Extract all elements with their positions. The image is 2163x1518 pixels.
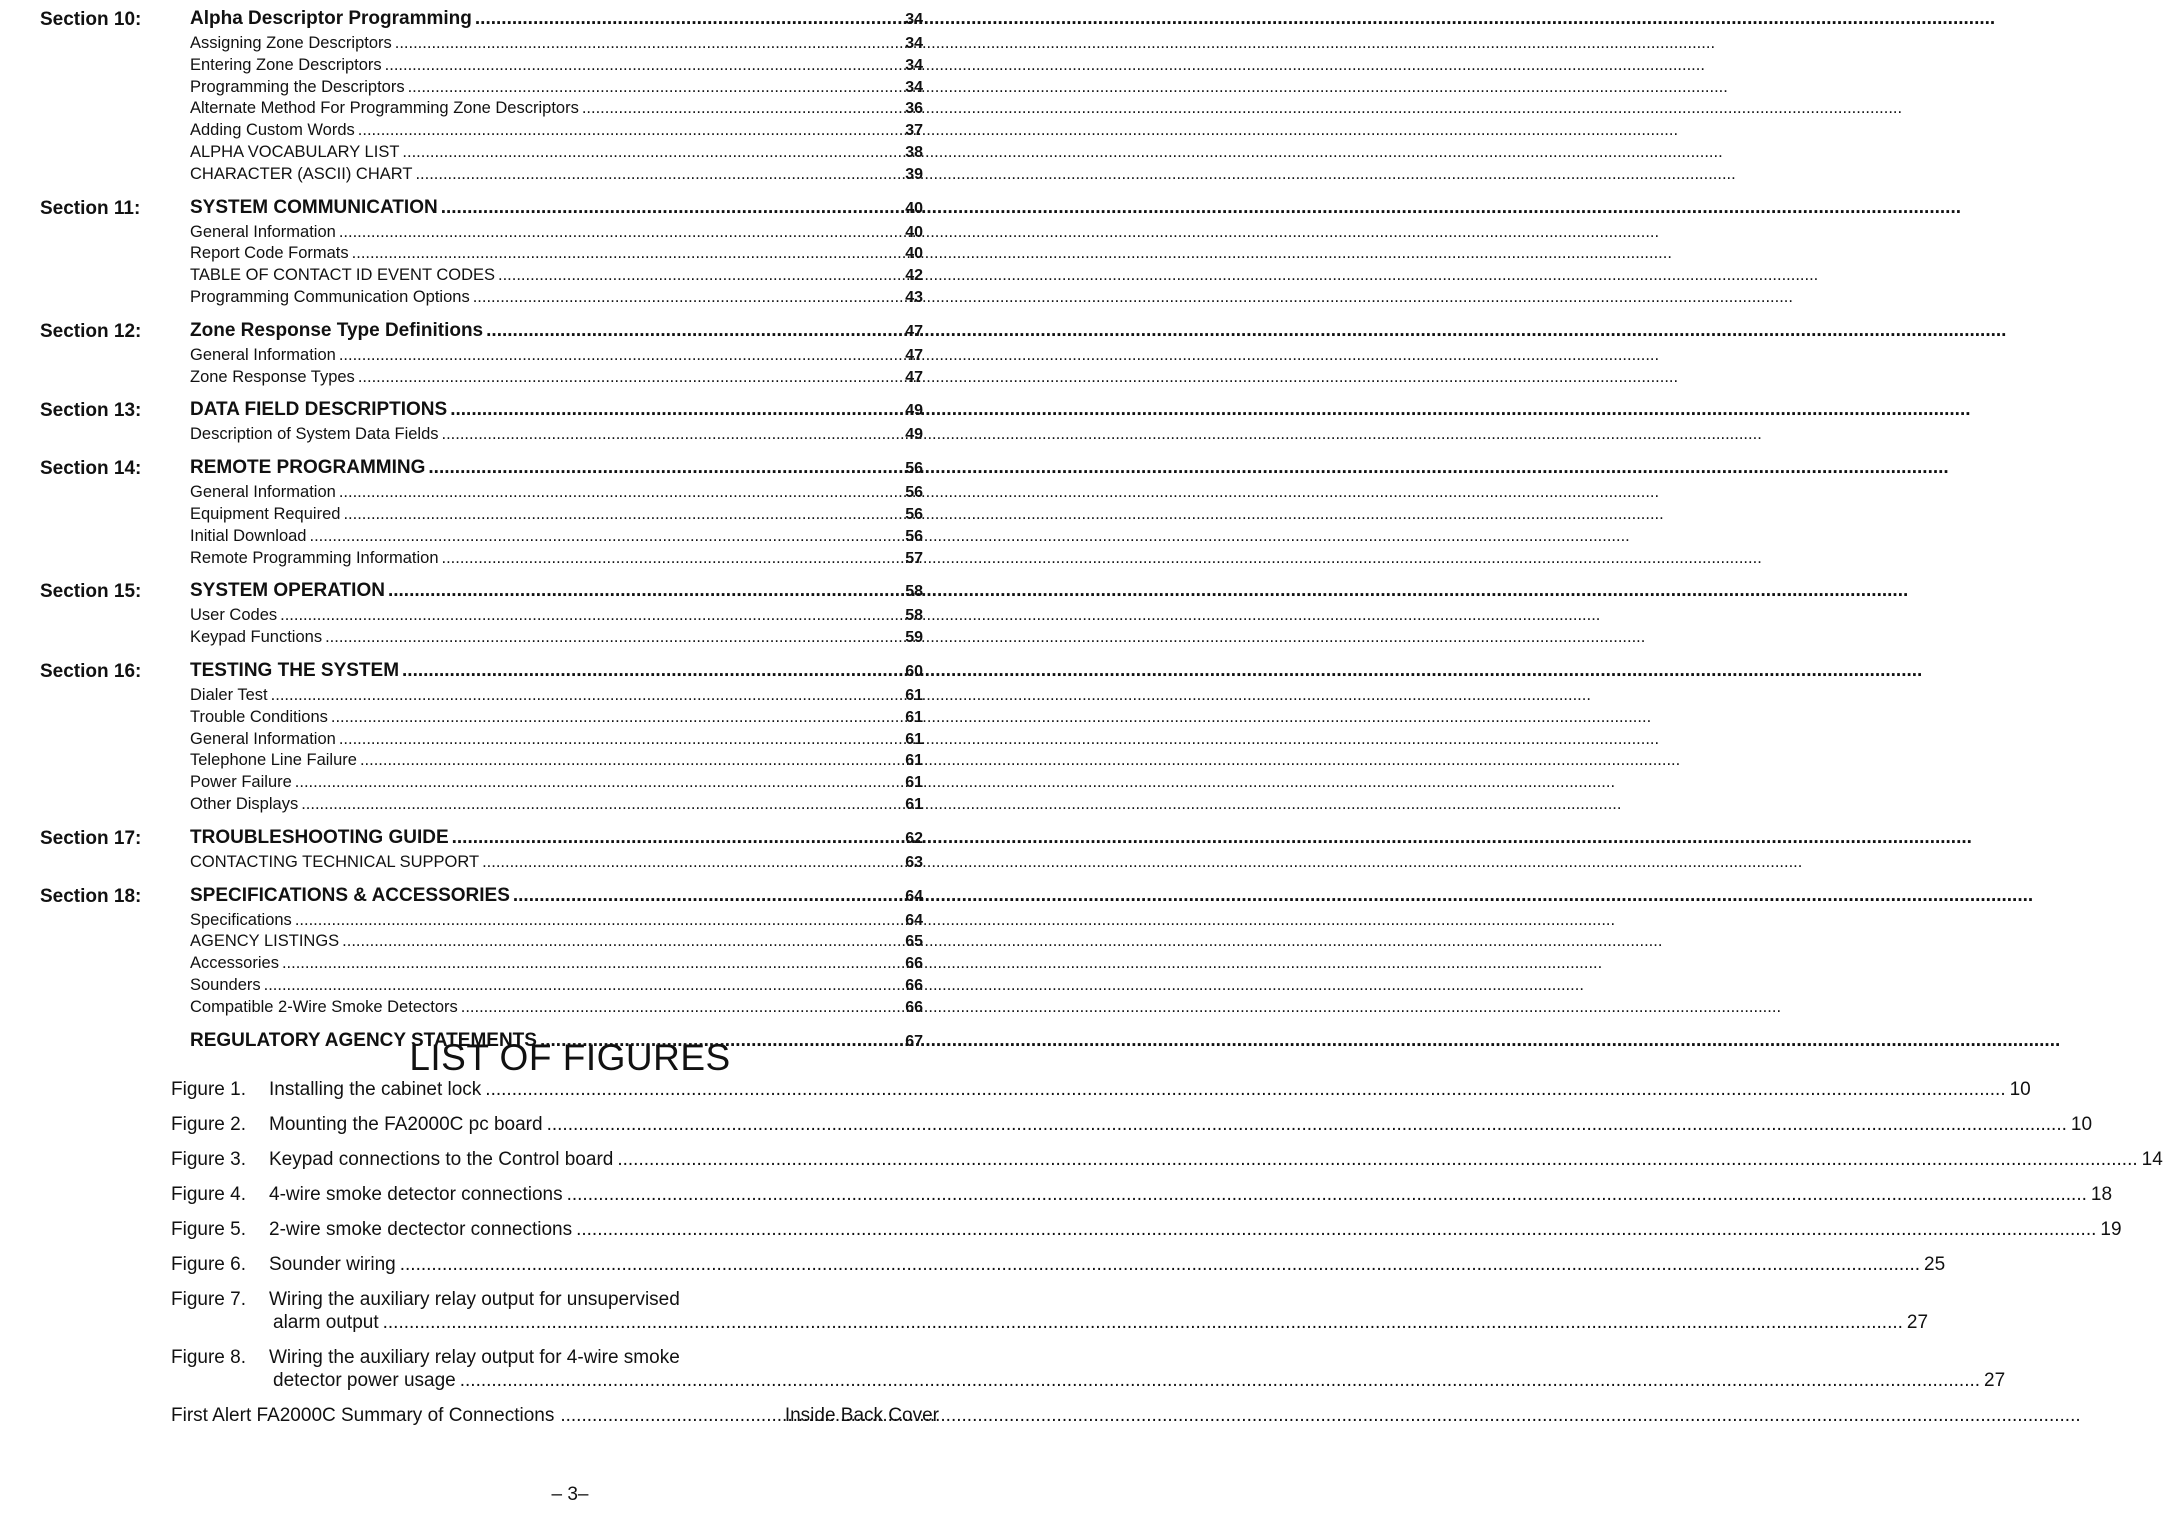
entry-title: Initial Download (190, 526, 307, 545)
section-label: Section 16: (40, 660, 142, 682)
page-number: 14 (2141, 1149, 2163, 1170)
dot-leader (461, 997, 902, 1018)
toc-entry[interactable] (190, 750, 923, 772)
summary-title: First Alert FA2000C Summary of Connections (171, 1405, 555, 1426)
section-label: Section 17: (40, 827, 142, 849)
entry-title: TABLE OF CONTACT ID EVENT CODES (190, 266, 495, 285)
entry-title: Accessories (190, 954, 279, 973)
page-number: 47 (905, 346, 923, 364)
dot-leader (428, 455, 902, 481)
toc-section (0, 6, 950, 186)
section-heading-row[interactable] (190, 455, 923, 482)
dot-leader (343, 504, 902, 525)
figure-title: Installing the cabinet lock (269, 1079, 482, 1100)
section-label: Section 15: (40, 581, 142, 603)
page-number: 39 (905, 165, 923, 183)
section-heading-row[interactable] (190, 578, 923, 605)
entry-title: Specifications (190, 910, 292, 929)
section-title: REGULATORY AGENCY STATEMENTS (190, 1029, 537, 1051)
toc-entry[interactable] (190, 33, 923, 55)
section-title: REMOTE PROGRAMMING (190, 457, 426, 479)
toc-entry[interactable] (190, 975, 923, 997)
figure-title: Keypad connections to the Control board (269, 1149, 614, 1170)
toc-section (0, 397, 950, 446)
page-number: 49 (905, 426, 923, 444)
toc-section (0, 825, 950, 874)
dot-leader (617, 1148, 2137, 1171)
toc-entry[interactable] (190, 77, 923, 99)
dot-leader (486, 318, 902, 344)
section-title: DATA FIELD DESCRIPTIONS (190, 399, 448, 421)
figure-title-line1: Wiring the auxiliary relay output for unsupervised (269, 1289, 680, 1310)
page-number: 42 (905, 267, 923, 285)
dot-leader (442, 548, 903, 569)
toc-entry[interactable] (190, 707, 923, 729)
toc-section (0, 578, 950, 649)
dot-leader (485, 1078, 2005, 1101)
dot-leader (309, 526, 902, 547)
page-number: 47 (905, 368, 923, 386)
toc-section (0, 883, 950, 1019)
page-number: 37 (905, 122, 923, 140)
toc-entry[interactable] (190, 98, 923, 120)
entry-title: General Information (190, 483, 336, 502)
dot-leader (441, 195, 903, 221)
toc-entry[interactable] (190, 120, 923, 142)
entry-title: ALPHA VOCABULARY LIST (190, 142, 400, 161)
toc-entry[interactable] (190, 627, 923, 649)
figure-number: Figure 1. (171, 1079, 246, 1100)
toc-entry[interactable] (190, 685, 923, 707)
dot-leader (582, 98, 902, 119)
figure-entry[interactable] (171, 1113, 2093, 1136)
dot-leader (280, 605, 902, 626)
section-label: Section 11: (40, 197, 141, 219)
page-number: 19 (2100, 1219, 2122, 1240)
list-of-figures-title: LIST OF FIGURES (409, 1037, 731, 1078)
entry-title: Zone Response Types (190, 367, 355, 386)
dot-leader (360, 750, 902, 771)
dot-leader (402, 142, 902, 163)
section-label: Section 10: (40, 9, 142, 30)
section-heading-row[interactable] (190, 397, 923, 424)
figure-entry[interactable] (171, 1078, 2031, 1101)
dot-leader (295, 772, 902, 793)
page-number: 49 (905, 402, 923, 420)
page-number: 65 (905, 933, 923, 951)
entry-title: General Information (190, 729, 336, 748)
page-number: 34 (905, 11, 923, 28)
toc-entry[interactable] (190, 931, 923, 953)
page-number: 59 (905, 629, 923, 647)
page-number: 61 (905, 730, 923, 748)
section-label: Section 13: (40, 400, 142, 422)
dot-leader (388, 578, 902, 604)
entry-title: Adding Custom Words (190, 121, 355, 140)
figure-title: Sounder wiring (269, 1254, 396, 1275)
page-number: 40 (905, 245, 923, 263)
dot-leader (383, 1311, 1903, 1334)
dot-leader (460, 1369, 1980, 1392)
figure-number: Figure 4. (171, 1184, 246, 1205)
dot-leader (301, 794, 902, 815)
dot-leader (452, 825, 903, 851)
section-title: SPECIFICATIONS & ACCESSORIES (190, 884, 510, 906)
figure-number: Figure 7. (171, 1289, 246, 1310)
dot-leader (442, 424, 903, 445)
section-heading-row[interactable] (190, 195, 923, 222)
page-number: 66 (905, 998, 923, 1016)
page-number: 61 (905, 708, 923, 726)
dot-leader (325, 627, 902, 648)
figure-number: Figure 3. (171, 1149, 246, 1170)
figure-number: Figure 5. (171, 1219, 246, 1240)
toc-entry[interactable] (190, 729, 923, 751)
toc-entry[interactable] (190, 794, 923, 816)
toc-entry[interactable] (190, 526, 923, 548)
page-number: 18 (2090, 1184, 2113, 1205)
toc-entry[interactable] (190, 772, 923, 794)
dot-leader (560, 1404, 778, 1427)
figure-title: detector power usage (273, 1370, 456, 1391)
toc-section (0, 455, 950, 569)
page-number: 58 (905, 583, 923, 601)
page-number: 36 (905, 100, 923, 118)
entry-title: Alternate Method For Programming Zone Descriptors (190, 99, 579, 118)
dot-leader (339, 222, 902, 243)
dot-leader (498, 265, 902, 286)
section-title: SYSTEM OPERATION (190, 580, 385, 602)
dot-leader (402, 658, 902, 684)
entry-title: Description of System Data Fields (190, 425, 439, 444)
section-heading-row[interactable] (190, 318, 923, 345)
page-number: 56 (905, 505, 923, 523)
dot-leader (415, 164, 902, 185)
page-number: 61 (905, 774, 923, 792)
section-label: Section 18: (40, 885, 142, 907)
page-number: 56 (905, 527, 923, 545)
entry-title: Programming the Descriptors (190, 77, 405, 96)
toc-entry[interactable] (190, 367, 923, 389)
page-number: 61 (905, 795, 923, 813)
toc-entry[interactable] (190, 345, 923, 367)
dot-leader (408, 77, 903, 98)
page-number: 43 (905, 288, 923, 306)
page-number: 64 (905, 911, 923, 929)
entry-title: Assigning Zone Descriptors (190, 34, 392, 52)
figure-entry[interactable] (171, 1253, 1946, 1276)
toc-entry[interactable] (190, 953, 923, 975)
entry-title: Power Failure (190, 773, 292, 792)
toc-entry[interactable] (190, 548, 923, 570)
entry-title: User Codes (190, 606, 278, 625)
summary-page: Inside Back Cover (784, 1405, 939, 1426)
dot-leader (295, 910, 902, 931)
page-number: 61 (905, 686, 923, 704)
section-heading-row[interactable] (190, 883, 923, 910)
page-number: 66 (905, 955, 923, 973)
dot-leader (352, 243, 903, 264)
page-number: 58 (905, 607, 923, 625)
entry-title: Telephone Line Failure (190, 751, 357, 770)
dot-leader (576, 1218, 2096, 1241)
entry-title: General Information (190, 345, 336, 364)
toc-section (0, 318, 950, 389)
figure-title-line1: Wiring the auxiliary relay output for 4-wire smoke (269, 1347, 680, 1368)
page-number: 64 (905, 887, 923, 905)
dot-leader (342, 931, 902, 952)
entry-title: AGENCY LISTINGS (190, 932, 340, 951)
page-number: 63 (905, 853, 923, 871)
section-label: Section 14: (40, 458, 142, 480)
page-number: 62 (905, 829, 923, 847)
dot-leader (264, 975, 903, 996)
page-number: 60 (905, 662, 923, 680)
section-heading-row[interactable] (190, 825, 923, 852)
toc-entry[interactable] (190, 482, 923, 504)
page-number: 61 (905, 752, 923, 770)
toc-entry[interactable] (190, 222, 923, 244)
section-heading-row[interactable] (190, 6, 923, 33)
page-number: 34 (905, 78, 923, 96)
toc-entry[interactable] (190, 852, 923, 874)
page-number: 10 (2070, 1114, 2093, 1135)
section-title: TESTING THE SYSTEM (190, 659, 400, 681)
figure-number: Figure 6. (171, 1254, 246, 1275)
page-number: 10 (2009, 1079, 2031, 1100)
page-number: 34 (905, 56, 923, 74)
page-number: 40 (905, 199, 923, 217)
toc-entry[interactable] (190, 504, 923, 526)
page-number: 56 (905, 484, 923, 502)
dot-leader (358, 367, 902, 388)
entry-title: Compatible 2-Wire Smoke Detectors (190, 997, 458, 1016)
dot-leader (450, 397, 902, 423)
page-number: 56 (905, 460, 923, 478)
dot-leader (339, 482, 902, 503)
figure-title: Mounting the FA2000C pc board (269, 1114, 543, 1135)
entry-title: Entering Zone Descriptors (190, 55, 382, 74)
dot-leader (400, 1253, 1920, 1276)
page-number: 27 (1906, 1312, 1929, 1333)
entry-title: Report Code Formats (190, 244, 349, 263)
page-number: 67 (905, 1032, 923, 1050)
page-number: 40 (905, 223, 923, 241)
figure-entry[interactable] (171, 1148, 2163, 1171)
toc-entry[interactable] (190, 243, 923, 265)
dot-leader (473, 287, 903, 308)
dot-leader (482, 852, 902, 873)
entry-title: Remote Programming Information (190, 548, 439, 567)
figure-number: Figure 2. (171, 1114, 246, 1135)
dot-leader (513, 883, 902, 909)
section-heading-row[interactable] (190, 658, 923, 685)
dot-leader (339, 729, 902, 750)
figure-title: alarm output (273, 1312, 379, 1333)
dot-leader (331, 707, 902, 728)
section-title: Zone Response Type Definitions (190, 319, 484, 341)
toc-section (0, 195, 950, 309)
dot-leader (385, 55, 903, 76)
dot-leader (567, 1183, 2087, 1206)
toc-entry[interactable] (190, 997, 923, 1019)
section-title: TROUBLESHOOTING GUIDE (190, 826, 449, 848)
dot-leader (395, 33, 902, 54)
table-of-contents (0, 6, 950, 1064)
page-number: 27 (1984, 1370, 2006, 1391)
dot-leader (339, 345, 902, 366)
page-number-footer: – 3– (551, 1484, 589, 1505)
dot-leader (475, 6, 902, 32)
toc-entry[interactable] (190, 287, 923, 309)
entry-title: CHARACTER (ASCII) CHART (190, 164, 413, 183)
page-number: 38 (905, 143, 923, 161)
page-number: 34 (905, 35, 923, 52)
entry-title: CONTACTING TECHNICAL SUPPORT (190, 852, 480, 871)
figure-entry[interactable] (171, 1288, 1929, 1334)
figure-title: 4-wire smoke detector connections (269, 1184, 563, 1205)
section-label: Section 12: (40, 320, 142, 342)
entry-title: Sounders (190, 975, 261, 994)
figure-number: Figure 8. (171, 1347, 246, 1368)
entry-title: Equipment Required (190, 504, 341, 523)
entry-title: Other Displays (190, 794, 299, 813)
section-title: SYSTEM COMMUNICATION (190, 196, 438, 218)
page-number: 47 (905, 322, 923, 340)
toc-entry[interactable] (190, 424, 923, 446)
entry-title: Programming Communication Options (190, 287, 470, 306)
toc-entry[interactable] (190, 164, 923, 186)
figure-entry[interactable] (171, 1218, 2122, 1241)
entry-title: Keypad Functions (190, 628, 323, 647)
figure-entry[interactable] (171, 1346, 2006, 1392)
toc-entry[interactable] (190, 910, 923, 932)
dot-leader (547, 1113, 2067, 1136)
entry-title: Trouble Conditions (190, 707, 328, 726)
dot-leader (271, 685, 903, 706)
entry-title: Dialer Test (190, 685, 268, 704)
entry-title: General Information (190, 222, 336, 241)
list-of-figures (171, 1078, 2163, 1427)
dot-leader (282, 953, 902, 974)
dot-leader (358, 120, 902, 141)
page-number: 66 (905, 976, 923, 994)
toc-section (0, 658, 950, 816)
figure-title: 2-wire smoke dectector connections (269, 1219, 573, 1240)
toc-entry[interactable] (190, 605, 923, 627)
summary-entry[interactable] (171, 1404, 939, 1427)
toc-entry[interactable] (190, 55, 923, 77)
page-number: 57 (905, 549, 923, 567)
page-number: 25 (1924, 1254, 1946, 1275)
section-title: Alpha Descriptor Programming (190, 8, 472, 29)
toc-entry[interactable] (190, 142, 923, 164)
toc-entry[interactable] (190, 265, 923, 287)
figure-entry[interactable] (171, 1183, 2113, 1206)
